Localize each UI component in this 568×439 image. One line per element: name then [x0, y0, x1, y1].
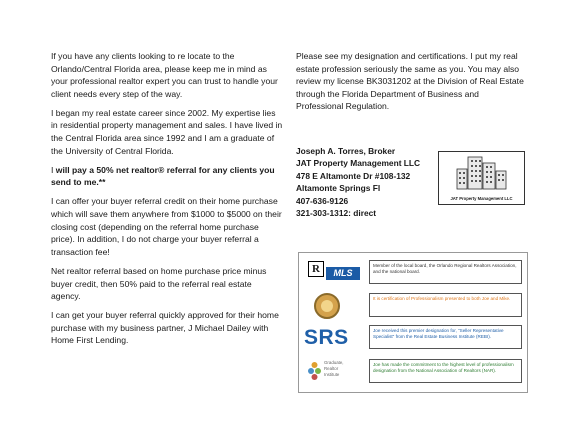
contact-block	[296, 145, 420, 219]
logo-caption: JAT Property Management LLC	[450, 196, 513, 201]
referral-bold-text: will pay a 50% net realtor® referral for any clients you send to me.**	[51, 164, 275, 188]
buyer-credit-paragraph: I can offer your buyer referral credit on their home purchase which will save them anywhere from $1000 to $5000 on their closing cost (depending on the referral home purchase price). In addition, I do not charge your buyer referral a transaction fee!	[51, 196, 282, 257]
left-column	[51, 50, 283, 353]
cert-text-srs: Joe received this premier designation for, "Seller Representative Specialist" from the Real Estate Business Institute (REBI).	[369, 325, 522, 349]
cert-row-mls	[302, 258, 524, 288]
gri-label-line2: Realtor	[324, 366, 339, 372]
designation-paragraph: Please see my designation and certifications. I put my real estate profession seriously the same as you. You may also review my license BK3031202 at the Division of Real Estate through the Florida Department of Business and Professional Regulation.	[296, 51, 524, 112]
cert-row-srs	[302, 323, 524, 353]
gri-label	[324, 360, 344, 379]
professionalism-seal-logo	[302, 291, 366, 321]
intro-paragraph: If you have any clients looking to re locate to the Orlando/Central Florida area, please keep me in mind as your professional realtor expert you can trust to handle your client needs every step of the way.	[51, 51, 278, 99]
buildings-icon	[453, 155, 511, 191]
career-paragraph: I began my real estate career since 2002. My expertise lies in residential property management and sales. I have lived in the Central Florida area since 1992 and I am a graduate of the University of Central Florida.	[51, 107, 283, 156]
gri-label-line1: Graduate,	[324, 360, 344, 365]
seal-icon	[314, 293, 340, 319]
cert-row-gri	[302, 357, 524, 387]
cert-text-professionalism: It is certification of Professionalism presented to both Joe and Mike.	[369, 293, 522, 317]
srs-logo	[302, 323, 366, 353]
contact-address-line2: Altamonte Springs Fl	[296, 183, 381, 194]
contact-address-line1: 478 E Altamonte Dr #108-132	[296, 170, 411, 181]
cert-text-gri: Joe has made the commitment to the highest level of professionalism designation from the National Association of Realtors (NAR).	[369, 359, 522, 383]
gri-logo	[302, 357, 366, 387]
mls-logo	[302, 258, 366, 288]
srs-label: SRS	[304, 326, 349, 349]
contact-company: JAT Property Management LLC	[296, 158, 421, 169]
certifications-panel	[298, 252, 528, 393]
referral-prefix: I	[51, 164, 56, 175]
gri-mark-icon	[307, 360, 322, 382]
right-column	[296, 50, 526, 113]
contact-phone-direct: 321-303-1312: direct	[296, 208, 377, 219]
referral-offer-paragraph	[51, 164, 283, 189]
net-referral-paragraph: Net realtor referral based on home purchase price minus buyer credit, then 50% paid to the referral real estate agency.	[51, 265, 267, 302]
lending-paragraph: I can get your buyer referral quickly approved for their home purchase with my business partner, J Michael Dailey with Home First Lending.	[51, 310, 279, 346]
company-logo	[438, 151, 525, 205]
cert-row-professionalism	[302, 291, 524, 321]
realtor-r-icon: R	[308, 261, 324, 277]
cert-text-mls: Member of the local board, the Orlando Regional Realtors Association, and the national board.	[369, 260, 522, 284]
contact-name: Joseph A. Torres, Broker	[296, 146, 396, 156]
contact-phone-office: 407-636-9126	[296, 195, 349, 206]
gri-label-line3: Institute	[324, 372, 340, 378]
mls-label: MLS	[326, 267, 360, 280]
